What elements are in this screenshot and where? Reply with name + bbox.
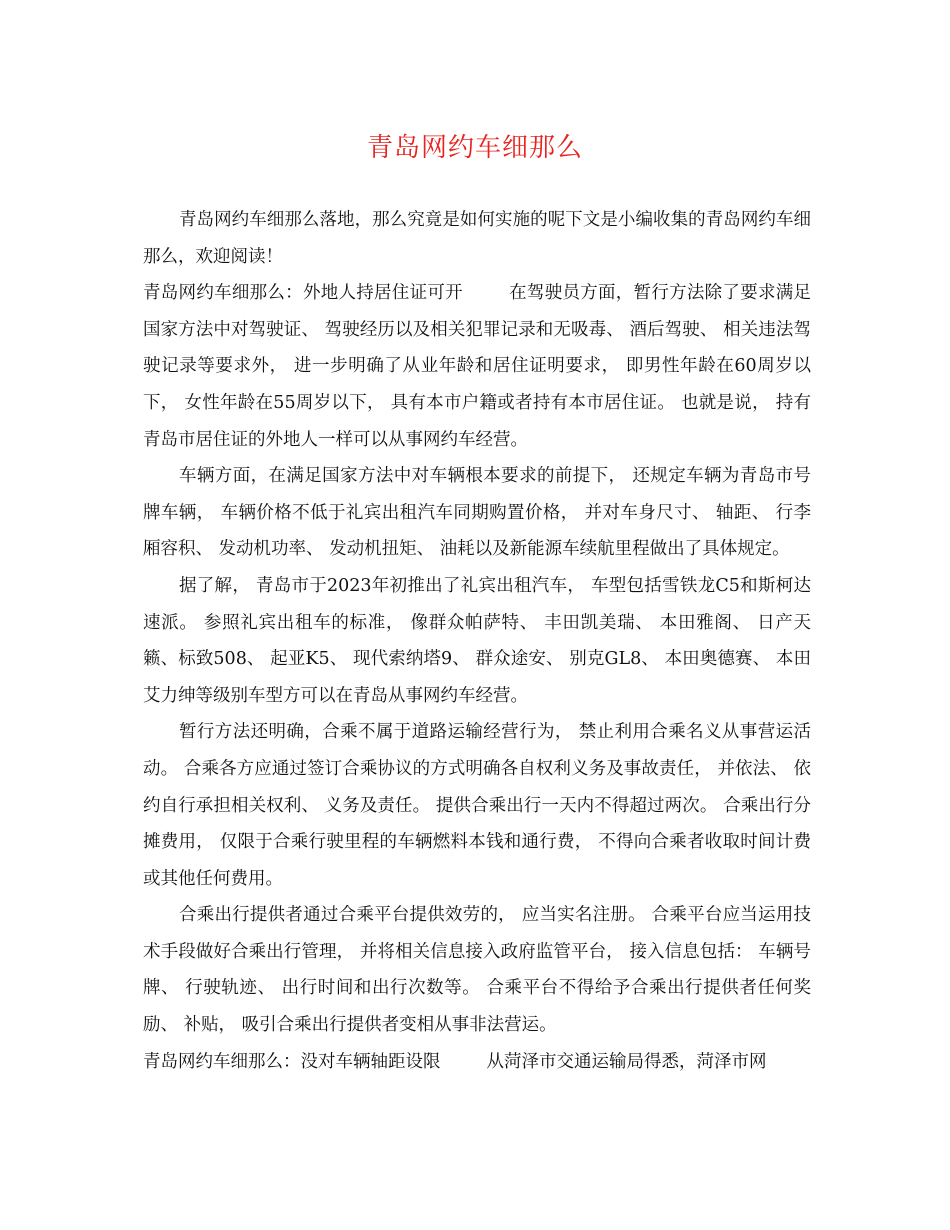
section-text-driver: 在驾驶员方面，暂行方法除了要求满足国家方法中对驾驶证、 驾驶经历以及相关犯罪记录和无吸毒、 酒后驾驶、 相关违法驾驶记录等要求外， 进一步明确了从业年龄和居住证明要求， 即男性年龄在60周岁以下， 女性年龄在55周岁以下， 具有本市户籍或者持有本市居住证。 也就是说， 持有青岛市居住证的外地人一样可以从事网约车经营。 — [143, 283, 812, 450]
section-heading-wheelbase: 青岛网约车细那么：没对车辆轴距设限 — [143, 1051, 441, 1072]
paragraph-carpool-platform: 合乘出行提供者通过合乘平台提供效劳的， 应当实名注册。 合乘平台应当运用技术手段做好合乘出行管理， 并将相关信息接入政府监管平台， 接入信息包括： 车辆号牌、 行驶轨迹、 出行时间和出行次数等。 合乘平台不得给予合乘出行提供者任何奖励、 补贴， 吸引合乘出行提供者变相从事非法营运。 — [143, 905, 811, 1036]
section-wheelbase — [143, 1044, 811, 1081]
section-heading-residence-permit: 青岛网约车细那么：外地人持居住证可开 — [143, 283, 463, 304]
paragraph-intro: 青岛网约车细那么落地，那么究竟是如何实施的呢下文是小编收集的青岛网约车细那么，欢迎阅读！ — [143, 210, 811, 267]
section-text-heze: 从菏泽市交通运输局得悉，菏泽市网 — [486, 1051, 767, 1072]
paragraph-vehicle-models: 据了解， 青岛市于2023年初推出了礼宾出租汽车， 车型包括雪铁龙C5和斯柯达速派。 参照礼宾出租车的标准， 像群众帕萨特、 丰田凯美瑞、 本田雅阁、 日产天籁、标致508、 起亚K5、 现代索纳塔9、 群众途安、 别克GL8、 本田奥德赛、 本田艾力绅等级别车型方可以在青岛从事网约车经营。 — [143, 575, 811, 706]
section-driver-requirements — [143, 275, 811, 458]
paragraph-vehicle: 车辆方面，在满足国家方法中对车辆根本要求的前提下， 还规定车辆为青岛市号牌车辆， 车辆价格不低于礼宾出租汽车同期购置价格， 并对车身尺寸、 轴距、 行李厢容积、 发动机功率、 发动机扭矩、 油耗以及新能源车续航里程做出了具体规定。 — [143, 466, 811, 560]
document-title: 青岛网约车细那么 — [366, 133, 583, 163]
document-body — [143, 202, 811, 1080]
paragraph-carpool-rules: 暂行方法还明确，合乘不属于道路运输经营行为， 禁止利用合乘名义从事营运活动。 合乘各方应通过签订合乘协议的方式明确各自权利义务及事故责任， 并依法、 依约自行承担相关权利、 义务及责任。 提供合乘出行一天内不得超过两次。 合乘出行分摊费用， 仅限于合乘行驶里程的车辆燃料本钱和通行费， 不得向合乘者收取时间计费或其他任何费用。 — [143, 722, 811, 889]
